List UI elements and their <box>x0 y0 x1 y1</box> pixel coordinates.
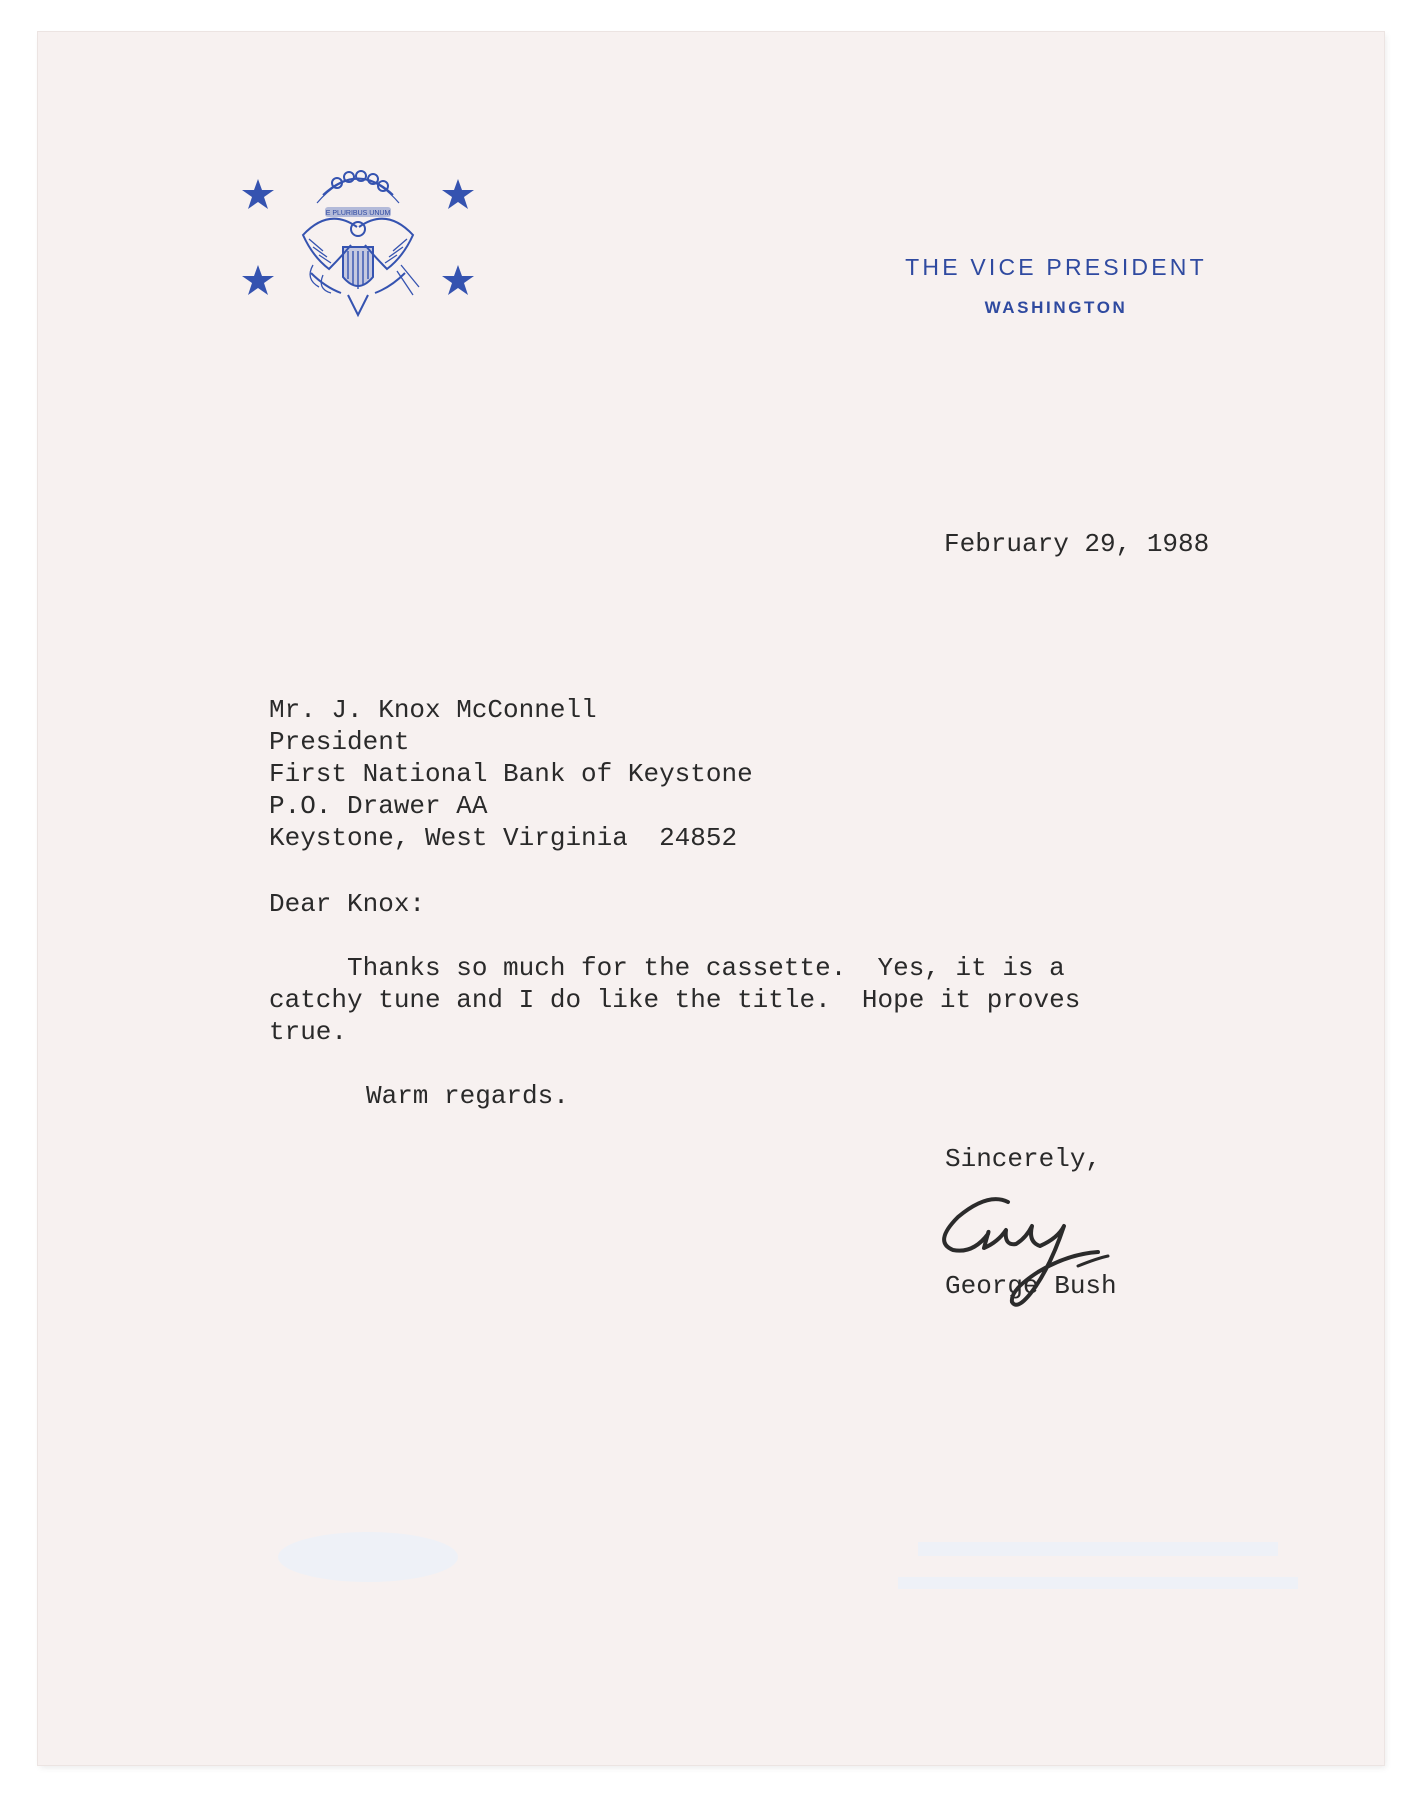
star-icon <box>442 265 474 295</box>
recipient-address-line: P.O. Drawer AA <box>269 791 488 821</box>
letter-body <box>269 952 1080 1048</box>
salutation: Dear Knox: <box>269 889 426 919</box>
body-line: true. <box>269 1017 348 1047</box>
recipient-address-block <box>269 694 753 854</box>
handwritten-signature-icon <box>928 1182 1128 1332</box>
show-through-marks <box>898 1577 1298 1589</box>
body-line: catchy tune and I do like the title. Hope it proves <box>269 985 1081 1015</box>
body-line: Thanks so much for the cassette. Yes, it is a <box>269 953 1065 983</box>
vice-presidential-seal-icon <box>233 147 483 337</box>
letterhead-city: WASHINGTON <box>984 298 1128 317</box>
letterhead-title: THE VICE PRESIDENT <box>905 254 1207 280</box>
star-icon <box>442 179 474 209</box>
letter-page <box>38 32 1384 1765</box>
star-icon <box>242 179 274 209</box>
recipient-organization: First National Bank of Keystone <box>269 759 753 789</box>
letter-date: February 29, 1988 <box>944 529 1210 559</box>
signer-name: George Bush <box>945 1271 1117 1301</box>
show-through-marks <box>278 1532 458 1582</box>
star-icon <box>242 265 274 295</box>
signoff: Sincerely, <box>945 1144 1102 1174</box>
recipient-name: Mr. J. Knox McConnell <box>269 695 597 725</box>
show-through-marks <box>918 1542 1278 1556</box>
recipient-city-state-zip: Keystone, West Virginia 24852 <box>269 823 738 853</box>
closing-line: Warm regards. <box>366 1081 569 1111</box>
recipient-title: President <box>269 727 410 757</box>
seal-motto: E PLURIBUS UNUM <box>325 210 391 217</box>
